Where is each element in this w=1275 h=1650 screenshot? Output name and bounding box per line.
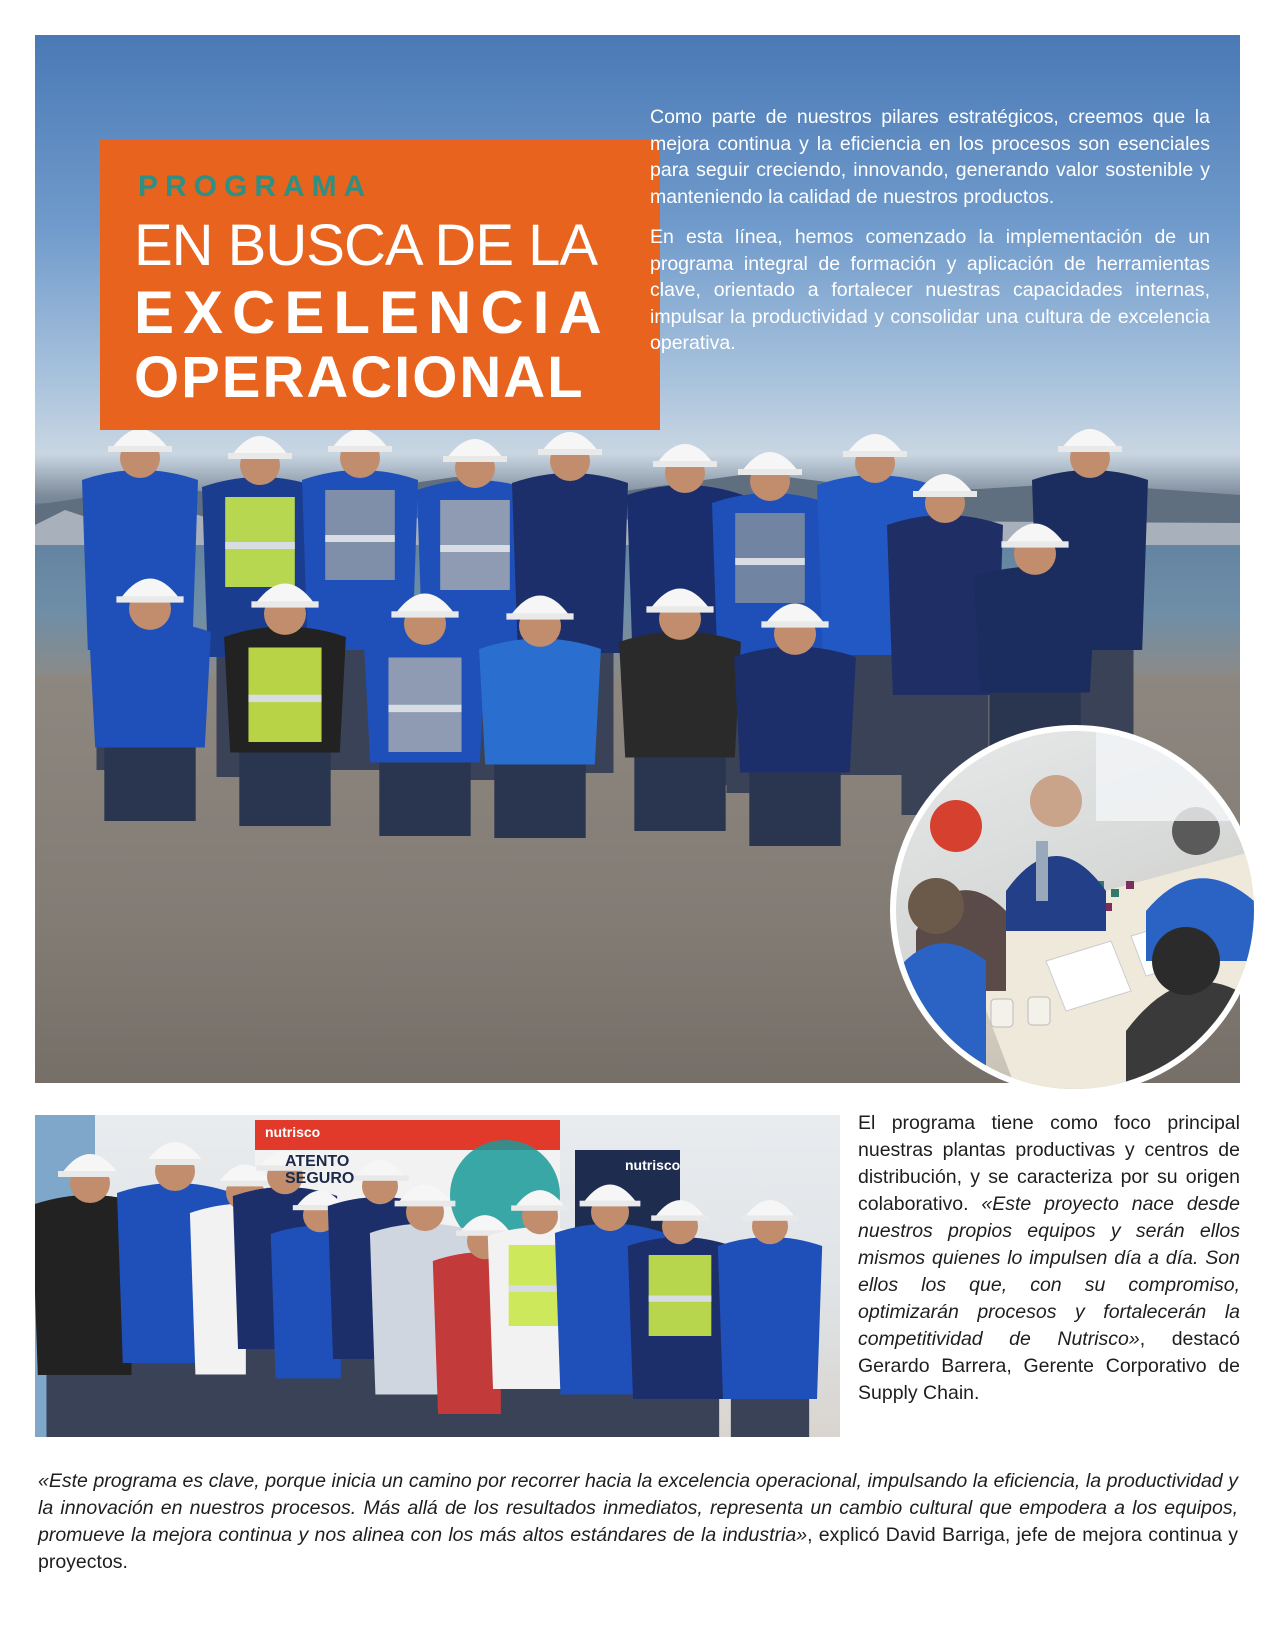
side-paragraph bbox=[858, 1110, 1240, 1407]
side-text-attribution: , destacó Gerardo Barrera, Gerente Corporativo de Supply Chain. bbox=[858, 1328, 1240, 1404]
bottom-quote bbox=[38, 1468, 1238, 1576]
group-photo-2-scene bbox=[35, 1115, 840, 1437]
title-line-1: EN BUSCA DE LA bbox=[134, 213, 598, 278]
workshop-scene bbox=[896, 731, 1254, 1089]
title-box bbox=[100, 140, 660, 430]
workshop-circle-photo bbox=[890, 725, 1260, 1095]
bottom-quote-attribution: , explicó David Barriga, jefe de mejora continua y proyectos. bbox=[38, 1524, 1238, 1573]
side-text-quote: «Este proyecto nace desde nuestros propios equipos y serán ellos mismos quienes lo impulsen día a día. Son ellos los que, con su compromiso, optimizarán procesos y fortalecerán la competitividad de Nutrisco» bbox=[858, 1193, 1240, 1350]
banner-brand-2: nutrisco bbox=[625, 1157, 681, 1173]
group-photo-2 bbox=[35, 1115, 840, 1437]
banner-brand-1: nutrisco bbox=[265, 1124, 321, 1140]
title-line-2: EXCELENCIA bbox=[134, 279, 611, 346]
banner-sign-seguro: SEGURO bbox=[285, 1170, 355, 1187]
intro-text bbox=[650, 104, 1210, 371]
bottom-quote-text: «Este programa es clave, porque inicia un camino por recorrer hacia la excelencia operacional, impulsando la eficiencia, la productividad y la innovación en nuestros procesos. Más allá de los resultados inmediatos, representa un cambio cultural que empodera a los equipos, promueve la mejora continua y nos alinea con los más altos estándares de la industria» bbox=[38, 1470, 1238, 1546]
side-text-intro: El programa tiene como foco principal nuestras plantas productivas y centros de distribución, y se caracteriza por su origen colaborativo. bbox=[858, 1112, 1240, 1215]
intro-paragraph-1: Como parte de nuestros pilares estratégicos, creemos que la mejora continua y la eficiencia en los procesos son esenciales para seguir creciendo, innovando, generando valor sostenible y manteniendo la calidad de nuestros productos. bbox=[650, 106, 1210, 208]
intro-paragraph-2: En esta línea, hemos comenzado la implementación de un programa integral de formación y aplicación de herramientas clave, orientado a fortalecer nuestras capacidades internas, impulsar la productividad y consolidar una cultura de excelencia operativa. bbox=[650, 226, 1210, 354]
title-kicker: PROGRAMA bbox=[138, 170, 373, 203]
title-line-3: OPERACIONAL bbox=[134, 345, 585, 410]
banner-sign-atento: ATENTO bbox=[285, 1153, 350, 1170]
worker-figure bbox=[718, 1200, 822, 1437]
banner-sign-1 bbox=[285, 1153, 354, 1187]
